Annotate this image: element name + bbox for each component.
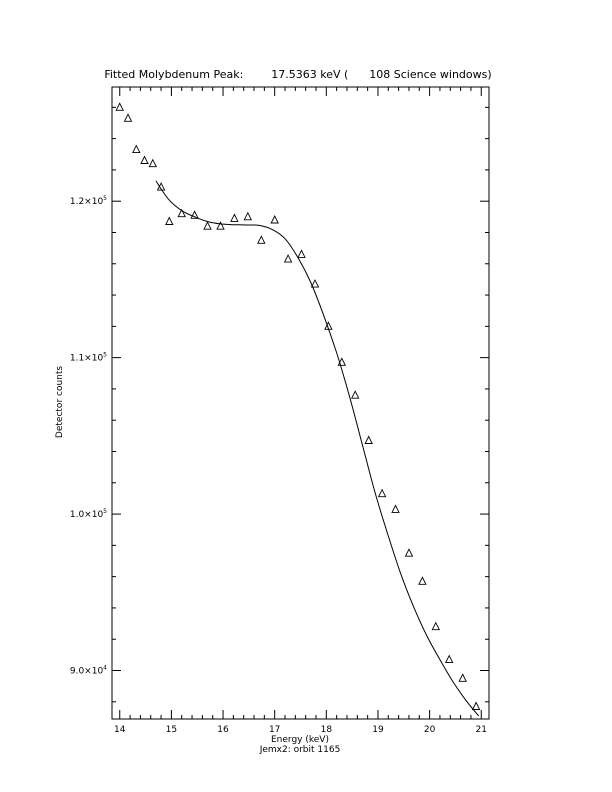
- data-point-triangle: [141, 157, 148, 164]
- x-tick-label: 20: [423, 725, 436, 735]
- x-tick-label: 18: [320, 725, 333, 735]
- data-point-triangle: [258, 236, 265, 243]
- data-point-triangle: [125, 114, 132, 121]
- y-tick-label: $1.1\times 10^5$: [69, 351, 107, 364]
- fit-curve: [156, 181, 479, 716]
- data-point-triangle: [352, 391, 359, 398]
- data-point-triangle: [231, 214, 238, 221]
- plot-border: [112, 87, 489, 719]
- data-points: [116, 103, 479, 709]
- data-point-triangle: [379, 490, 386, 497]
- x-tick-label: 16: [217, 725, 229, 735]
- data-point-triangle: [298, 250, 305, 257]
- data-point-triangle: [365, 437, 372, 444]
- data-point-triangle: [406, 549, 413, 556]
- data-point-triangle: [149, 160, 156, 167]
- x-tick-label: 14: [114, 725, 126, 735]
- data-point-triangle: [473, 703, 480, 710]
- data-point-triangle: [116, 103, 123, 110]
- fit-curve-layer: [156, 181, 479, 716]
- data-point-triangle: [459, 674, 466, 681]
- data-point-triangle: [392, 505, 399, 512]
- data-point-triangle: [166, 218, 173, 225]
- data-point-triangle: [419, 577, 426, 584]
- x-tick-label: 19: [372, 725, 384, 735]
- y-tick-label: $1.2\times 10^5$: [69, 195, 107, 208]
- x-tick-label: 17: [268, 725, 281, 735]
- chart-title: Fitted Molybdenum Peak: 17.5363 keV ( 108 Science windows): [104, 68, 492, 81]
- y-axis-label: Detector counts: [55, 365, 65, 439]
- data-point-triangle: [244, 213, 251, 220]
- data-point-triangle: [133, 146, 140, 153]
- data-point-triangle: [271, 216, 278, 223]
- x-axis-label: Energy (keV): [271, 735, 329, 745]
- data-point-triangle: [285, 255, 292, 262]
- plot-frame: [112, 87, 489, 719]
- x-tick-label: 15: [165, 725, 178, 735]
- chart-subtitle: Jemx2: orbit 1165: [259, 745, 341, 755]
- x-tick-labels: [114, 725, 487, 735]
- y-tick-label: $9.0\times 10^4$: [69, 664, 107, 677]
- y-tick-label: $1.0\times 10^5$: [69, 508, 107, 521]
- y-tick-labels: [70, 195, 107, 676]
- x-tick-label: 21: [475, 725, 487, 735]
- data-point-triangle: [446, 656, 453, 663]
- data-point-triangle: [432, 623, 439, 630]
- data-point-triangle: [204, 222, 211, 229]
